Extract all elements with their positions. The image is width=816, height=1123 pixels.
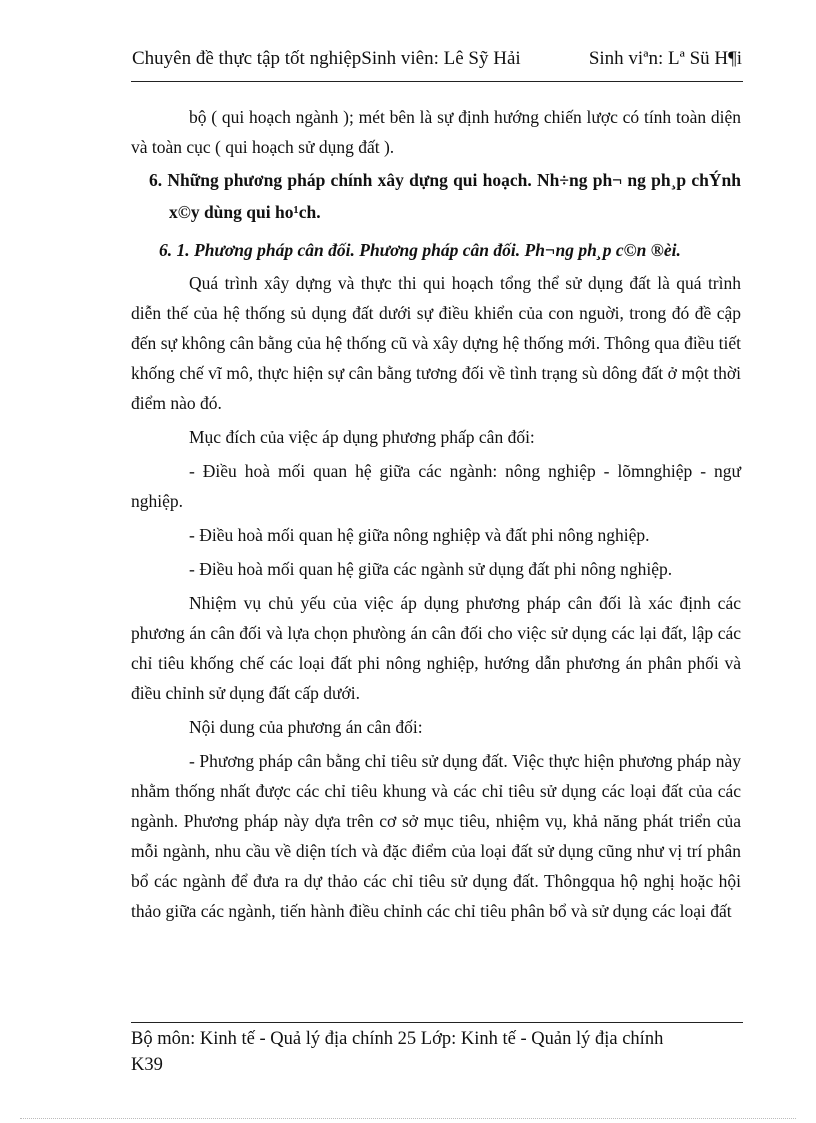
footer-line: K39: [131, 1055, 163, 1075]
list-item: - Điều hoà mối quan hệ giữa các ngành: nông nghiệp - lõmnghiệp - ngư nghiệp.: [131, 461, 741, 511]
footer-line: Bộ môn: Kinh tế - Quả lý địa chính 25 Lớp: Kinh tế - Quản lý địa chính: [131, 1029, 664, 1049]
header-right-text: Sinh viªn: Lª Sü H¶i: [588, 48, 742, 69]
section-heading: 6. Những phương pháp chính xây dựng qui hoạch. Nh÷ng ph¬ ng ph¸p chÝnh x©y dùng qui ho¹ch.: [149, 170, 741, 222]
page-footer: [131, 1026, 731, 1078]
paragraph: Nhiệm vụ chủ yếu của việc áp dụng phương pháp cân đối là xác định các phương án cân đối và lựa chọn phưòng án cân đối cho việc sử dụng các lại đất, lập các chỉ tiêu khống chế các loại đất phi nông nghiệp, hướng dẫn phương án phân phối và điều chỉnh sử dụng đất cấp dưới.: [131, 593, 741, 703]
paragraph-continuation: bộ ( qui hoạch ngành ); mét bên là sự định hướng chiến lược có tính toàn diện và toàn cục ( qui hoạch sử dụng đất ).: [131, 107, 741, 157]
list-item: - Điều hoà mối quan hệ giữa nông nghiệp và đất phi nông nghiệp.: [189, 525, 650, 545]
paragraph: Mục đích của việc áp dụng phương phấp cân đối:: [189, 427, 535, 447]
footer-divider: [131, 1022, 743, 1023]
paragraph: Nội dung của phương án cân đối:: [189, 717, 423, 737]
paragraph: - Phương pháp cân bằng chỉ tiêu sử dụng đất. Việc thực hiện phương pháp này nhằm thống nhất được các chỉ tiêu khung và các chỉ tiêu sử dụng các loại đất của các ngành. Phương pháp này dựa trên cơ sở mục tiêu, nhiệm vụ, khả năng phát triển của mỗi ngành, nhu cầu về diện tích và đặc điểm của loại đất sử dụng cũng như vị trí phân bổ các ngành để đưa ra dự thảo các chỉ tiêu sử dụng đất. Thôngqua hộ nghị hoặc hội thảo giữa các ngành, tiến hành điều chỉnh các chỉ tiêu phân bổ và sử dụng các loại đất: [131, 751, 741, 921]
subsection-heading: 6. 1. Phương pháp cân đối. Phương pháp cân đối. Ph¬ng ph¸p c©n ®èi.: [159, 240, 681, 260]
page-edge-divider: [20, 1118, 796, 1119]
list-item: - Điều hoà mối quan hệ giữa các ngành sử dụng đất phi nông nghiệp.: [189, 559, 673, 579]
paragraph: Quá trình xây dựng và thực thi qui hoạch tổng thể sử dụng đất là quá trình diễn thế của hệ thống sủ dụng đất dưới sự điều khiển của con nguời, trong đó đề cập đến sự không cân bằng của hệ thống cũ và xây dựng hệ thống mới. Thông qua điều tiết khống chế vĩ mô, thực hiện sự cân bằng tương đối về tình trạng sù dông đất ở một thời điểm nào đó.: [131, 273, 741, 413]
document-body: [131, 102, 741, 926]
header-divider: [131, 81, 743, 82]
header-left-text: Chuyên đề thực tập tốt nghiệpSinh viên: Lê Sỹ Hải: [132, 48, 521, 69]
page-header: [132, 48, 742, 76]
